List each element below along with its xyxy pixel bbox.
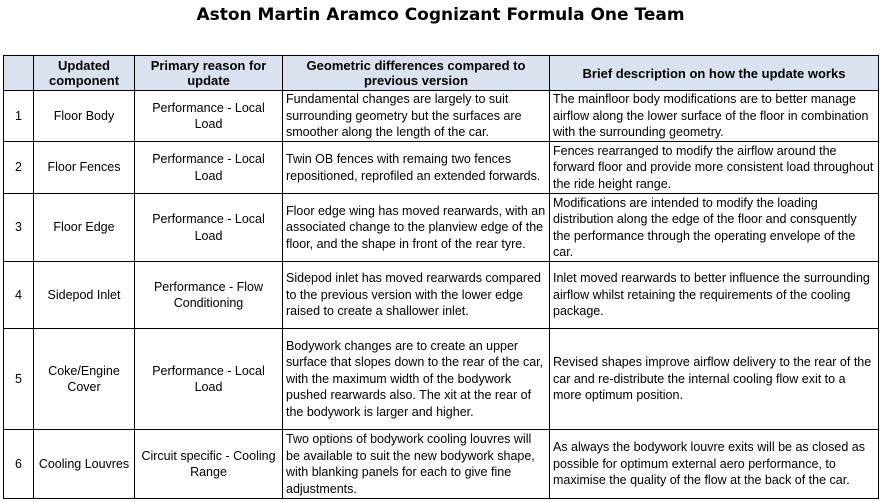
row-component: Sidepod Inlet bbox=[34, 262, 135, 329]
row-description: The mainfloor body modifications are to better manage airflow along the lower surface of the floor in combination with the surrounding geometry. bbox=[550, 91, 879, 142]
row-reason: Circuit specific - Cooling Range bbox=[135, 430, 283, 499]
row-reason: Performance - Flow Conditioning bbox=[135, 262, 283, 329]
row-reason: Performance - Local Load bbox=[135, 194, 283, 262]
row-component: Floor Edge bbox=[34, 194, 135, 262]
row-description: Fences rearranged to modify the airflow around the forward floor and provide more consistent load throughout the ride height range. bbox=[550, 142, 879, 194]
page-title: Aston Martin Aramco Cognizant Formula One Team bbox=[196, 5, 685, 25]
row-reason: Performance - Local Load bbox=[135, 329, 283, 430]
table-header-row bbox=[4, 56, 879, 91]
header-component: Updated component bbox=[34, 56, 135, 91]
row-geometry: Fundamental changes are largely to suit surrounding geometry but the surfaces are smoother along the length of the car. bbox=[283, 91, 550, 142]
row-index: 3 bbox=[4, 194, 34, 262]
header-index bbox=[4, 56, 34, 91]
row-index: 4 bbox=[4, 262, 34, 329]
row-component: Coke/Engine Cover bbox=[34, 329, 135, 430]
row-description: Modifications are intended to modify the loading distribution along the edge of the floor and consquently the performance through the operating envelope of the car. bbox=[550, 194, 879, 262]
row-description: Revised shapes improve airflow delivery to the rear of the car and re-distribute the internal cooling flow exit to a more optimum position. bbox=[550, 329, 879, 430]
row-component: Cooling Louvres bbox=[34, 430, 135, 499]
row-geometry: Two options of bodywork cooling louvres will be available to suit the new bodywork shape, with blanking panels for each to give fine adjustments. bbox=[283, 430, 550, 499]
row-index: 5 bbox=[4, 329, 34, 430]
row-description: Inlet moved rearwards to better influence the surrounding airflow whilst retaining the requirements of the cooling package. bbox=[550, 262, 879, 329]
row-geometry: Twin OB fences with remaing two fences repositioned, reprofiled an extended forwards. bbox=[283, 142, 550, 194]
row-component: Floor Fences bbox=[34, 142, 135, 194]
row-geometry: Bodywork changes are to create an upper surface that slopes down to the rear of the car, with the maximum width of the bodywork pushed rearwards also. The xit at the rear of the bodywork is larger and higher. bbox=[283, 329, 550, 430]
table-row bbox=[4, 430, 879, 499]
row-geometry: Sidepod inlet has moved rearwards compared to the previous version with the lower edge raised to create a shallower inlet. bbox=[283, 262, 550, 329]
header-description: Brief description on how the update works bbox=[550, 56, 879, 91]
row-geometry: Floor edge wing has moved rearwards, with an associated change to the planview edge of the floor, and the shape in front of the rear tyre. bbox=[283, 194, 550, 262]
table-row bbox=[4, 329, 879, 430]
row-component: Floor Body bbox=[34, 91, 135, 142]
table-row bbox=[4, 91, 879, 142]
updates-table bbox=[3, 55, 879, 499]
header-geometry: Geometric differences compared to previous version bbox=[283, 56, 550, 91]
table-row bbox=[4, 262, 879, 329]
row-index: 6 bbox=[4, 430, 34, 499]
table-row bbox=[4, 194, 879, 262]
row-index: 1 bbox=[4, 91, 34, 142]
table-row bbox=[4, 142, 879, 194]
header-reason: Primary reason for update bbox=[135, 56, 283, 91]
row-index: 2 bbox=[4, 142, 34, 194]
row-reason: Performance - Local Load bbox=[135, 142, 283, 194]
row-description: As always the bodywork louvre exits will be as closed as possible for optimum external aero performance, to maximise the quality of the flow at the back of the car. bbox=[550, 430, 879, 499]
row-reason: Performance - Local Load bbox=[135, 91, 283, 142]
